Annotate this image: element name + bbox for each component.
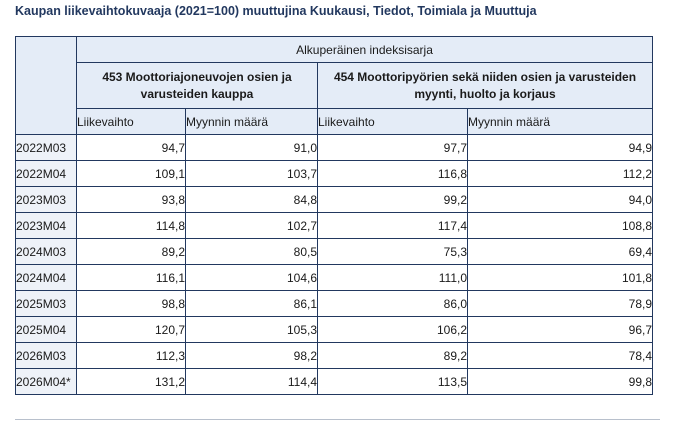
table-cell: 89,2 [318, 343, 468, 369]
measure-header: Liikevaihto [318, 109, 468, 135]
table-cell: 101,8 [468, 265, 653, 291]
table-cell: 104,6 [186, 265, 318, 291]
row-header-period: 2025M03 [16, 291, 77, 317]
table-cell: 112,3 [77, 343, 186, 369]
table-cell: 111,0 [318, 265, 468, 291]
table-row [16, 213, 653, 239]
table-cell: 114,8 [77, 213, 186, 239]
table-cell: 109,1 [77, 161, 186, 187]
table-cell: 94,7 [77, 135, 186, 161]
table-body [16, 135, 653, 395]
table-cell: 84,8 [186, 187, 318, 213]
table-cell: 91,0 [186, 135, 318, 161]
table-cell: 69,4 [468, 239, 653, 265]
super-header: Alkuperäinen indeksisarja [77, 37, 653, 63]
table-cell: 117,4 [318, 213, 468, 239]
table-cell: 86,0 [318, 291, 468, 317]
table-cell: 89,2 [77, 239, 186, 265]
table-cell: 114,4 [186, 369, 318, 395]
row-header-period: 2023M04 [16, 213, 77, 239]
table-cell: 86,1 [186, 291, 318, 317]
table-cell: 96,7 [468, 317, 653, 343]
table-cell: 120,7 [77, 317, 186, 343]
table-row [16, 239, 653, 265]
measure-header: Myynnin määrä [186, 109, 318, 135]
table-cell: 93,8 [77, 187, 186, 213]
group-header-453: 453 Moottoriajoneuvojen osien ja varusteiden kauppa [77, 63, 318, 109]
table-cell: 78,9 [468, 291, 653, 317]
table-cell: 99,2 [318, 187, 468, 213]
table-cell: 98,8 [77, 291, 186, 317]
data-table [15, 36, 653, 395]
table-row [16, 187, 653, 213]
table-cell: 80,5 [186, 239, 318, 265]
table-cell: 78,4 [468, 343, 653, 369]
row-header-period: 2024M04 [16, 265, 77, 291]
table-title: Kaupan liikevaihtokuvaaja (2021=100) muuttujina Kuukausi, Tiedot, Toimiala ja Muuttuja [15, 4, 537, 18]
row-header-period: 2025M04 [16, 317, 77, 343]
table-cell: 131,2 [77, 369, 186, 395]
table-row [16, 369, 653, 395]
table-cell: 99,8 [468, 369, 653, 395]
row-header-period: 2022M03 [16, 135, 77, 161]
row-header-period: 2024M03 [16, 239, 77, 265]
table-cell: 98,2 [186, 343, 318, 369]
table-cell: 97,7 [318, 135, 468, 161]
table-cell: 94,9 [468, 135, 653, 161]
table-cell: 75,3 [318, 239, 468, 265]
table-row [16, 135, 653, 161]
row-header-period: 2026M04* [16, 369, 77, 395]
table-row [16, 343, 653, 369]
row-header-period: 2023M03 [16, 187, 77, 213]
measure-header: Liikevaihto [77, 109, 186, 135]
table-cell: 94,0 [468, 187, 653, 213]
row-header-period: 2022M04 [16, 161, 77, 187]
measure-header: Myynnin määrä [468, 109, 653, 135]
table-row [16, 265, 653, 291]
divider [15, 419, 660, 420]
table-cell: 103,7 [186, 161, 318, 187]
table-cell: 105,3 [186, 317, 318, 343]
table-cell: 102,7 [186, 213, 318, 239]
table-cell: 106,2 [318, 317, 468, 343]
table-cell: 116,1 [77, 265, 186, 291]
table-row [16, 317, 653, 343]
row-header-period: 2026M03 [16, 343, 77, 369]
group-header-454: 454 Moottoripyörien sekä niiden osien ja varusteiden myynti, huolto ja korjaus [318, 63, 653, 109]
table-row [16, 161, 653, 187]
table-cell: 116,8 [318, 161, 468, 187]
table-cell: 113,5 [318, 369, 468, 395]
table-cell: 108,8 [468, 213, 653, 239]
corner-cell [16, 37, 77, 135]
table-row [16, 291, 653, 317]
table-cell: 112,2 [468, 161, 653, 187]
